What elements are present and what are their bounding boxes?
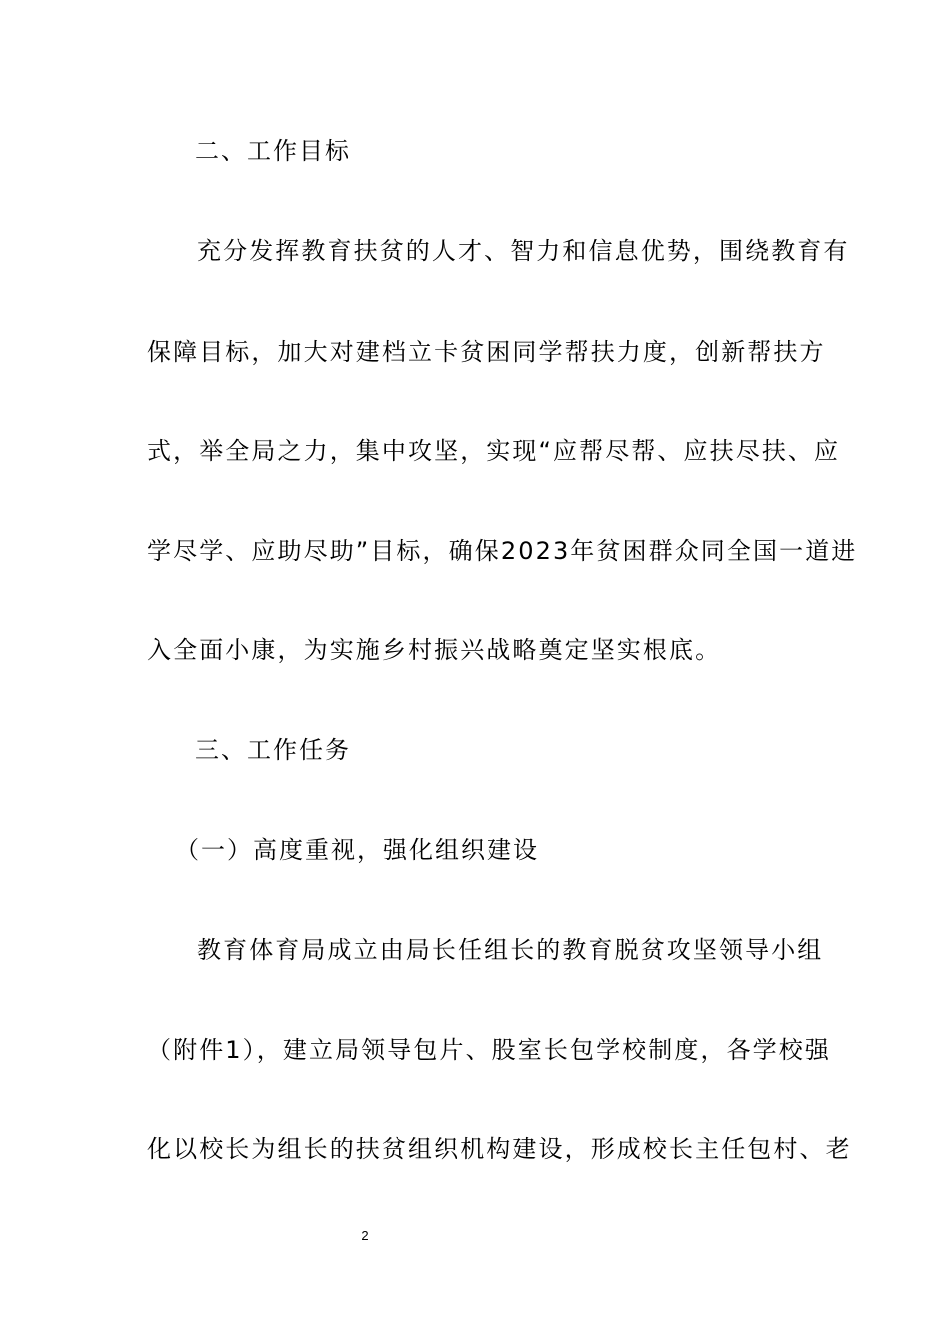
subsection-heading: （一）高度重视，强化组织建设 (175, 836, 539, 864)
section-heading-goals: 二、工作目标 (195, 137, 351, 165)
paragraph-line: 学尽学、应助尽助”目标，确保2023年贫困群众同全国一道进 (147, 537, 858, 565)
paragraph-line: 式，举全局之力，集中攻坚，实现“应帮尽帮、应扶尽扶、应 (147, 437, 841, 465)
paragraph-line: 入全面小康，为实施乡村振兴战略奠定坚实根底。 (147, 636, 722, 664)
page-number: 2 (361, 1228, 369, 1243)
paragraph-line: （附件1），建立局领导包片、股室长包学校制度，各学校强 (147, 1036, 831, 1064)
paragraph-line: 化以校长为组长的扶贫组织机构建设，形成校长主任包村、老 (147, 1135, 852, 1163)
paragraph-line: 保障目标，加大对建档立卡贫困同学帮扶力度，创新帮扶方 (147, 338, 826, 366)
section-heading-tasks: 三、工作任务 (195, 736, 351, 764)
paragraph-line: 充分发挥教育扶贫的人才、智力和信息优势，围绕教育有 (197, 237, 850, 265)
paragraph-line: 教育体育局成立由局长任组长的教育脱贫攻坚领导小组 (197, 936, 824, 964)
